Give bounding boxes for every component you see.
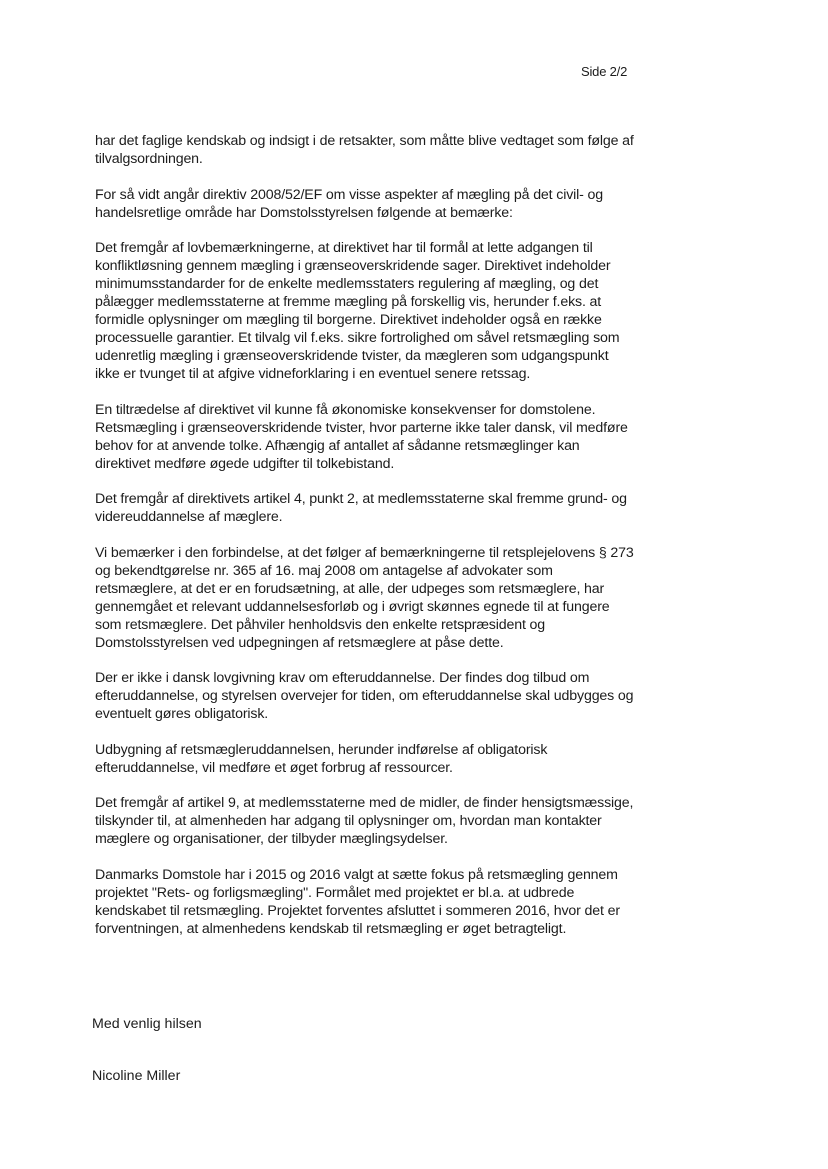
paragraph-5: Det fremgår af direktivets artikel 4, punkt 2, at medlemsstaterne skal fremme grund- og videreuddannelse af mæglere. — [95, 491, 627, 525]
paragraph-3: Det fremgår af lovbemærkningerne, at direktivet har til formål at lette adgangen til konfliktløsning gennem mægling i grænseoverskridende sager. Direktivet indeholder minimumsstandarder for de enkelte medlemsstaters regulering af mægling, og det pålægger medlemsstaterne at fremme mægling på forskellig vis, herunder f.eks. at formidle oplysninger om mægling til borgerne. Direktivet indeholder også en række processuelle garantier. Et tilvalg vil f.eks. sikre fortrolighed om såvel retsmægling som udenretlig mægling i grænseoverskridende tvister, da mægleren som udgangspunkt ikke er tvunget til at afgive vidneforklaring i en eventuel senere retssag. — [95, 240, 620, 382]
paragraph-4: En tiltrædelse af direktivet vil kunne få økonomiske konsekvenser for domstolene. Retsmægling i grænseoverskridende tvister, hvor parterne ikke taler dansk, vil medføre behov for at anvende tolke. Afhængig af antallet af sådanne retsmæglinger kan direktivet medføre øgede udgifter til tolkebistand. — [95, 401, 628, 472]
paragraph-7: Der er ikke i dansk lovgivning krav om efteruddannelse. Der findes dog tilbud om efteruddannelse, og styrelsen overvejer for tiden, om efteruddannelse skal udbygges og eventuelt gøres obligatorisk. — [95, 670, 634, 722]
signature-name: Nicoline Miller — [92, 1068, 181, 1084]
paragraph-10: Danmarks Domstole har i 2015 og 2016 valgt at sætte fokus på retsmægling gennem projektet "Rets- og forligsmægling". Formålet med projektet er bl.a. at udbrede kendskabet til retsmægling. Projektet forventes afsluttet i sommeren 2016, hvor det er forventningen, at almenhedens kendskab til retsmægling er øget betragteligt. — [95, 866, 620, 937]
page-number: Side 2/2 — [581, 64, 628, 79]
closing-greeting: Med venlig hilsen — [92, 1016, 202, 1032]
paragraph-8: Udbygning af retsmægleruddannelsen, herunder indførelse af obligatorisk efteruddannelse, vil medføre et øget forbrug af ressourcer. — [95, 741, 548, 776]
paragraph-9: Det fremgår af artikel 9, at medlemsstaterne med de midler, de finder hensigtsmæssige, tilskynder til, at almenheden har adgang til oplysninger om, hvordan man kontakter mæglere og organisationer, der tilbyder mæglingsydelser. — [95, 795, 634, 847]
letter-body — [95, 132, 635, 955]
paragraph-2: For så vidt angår direktiv 2008/52/EF om visse aspekter af mægling på det civil- og handelsretlige område har Domstolsstyrelsen følgende at bemærke: — [95, 186, 603, 221]
paragraph-6: Vi bemærker i den forbindelse, at det følger af bemærkningerne til retsplejelovens § 273 og bekendtgørelse nr. 365 af 16. maj 2008 om antagelse af advokater som retsmæglere, at det er en forudsætning, at alle, der udpeges som retsmæglere, har gennemgået et relevant uddannelsesforløb og i øvrigt skønnes egnede til at fungere som retsmæglere. Det påhviler henholdsvis den enkelte retspræsident og Domstolsstyrelsen ved udpegningen af retsmæglere at påse dette. — [95, 544, 634, 651]
paragraph-1: har det faglige kendskab og indsigt i de retsakter, som måtte blive vedtaget som følge af tilvalgsordningen. — [95, 133, 634, 167]
